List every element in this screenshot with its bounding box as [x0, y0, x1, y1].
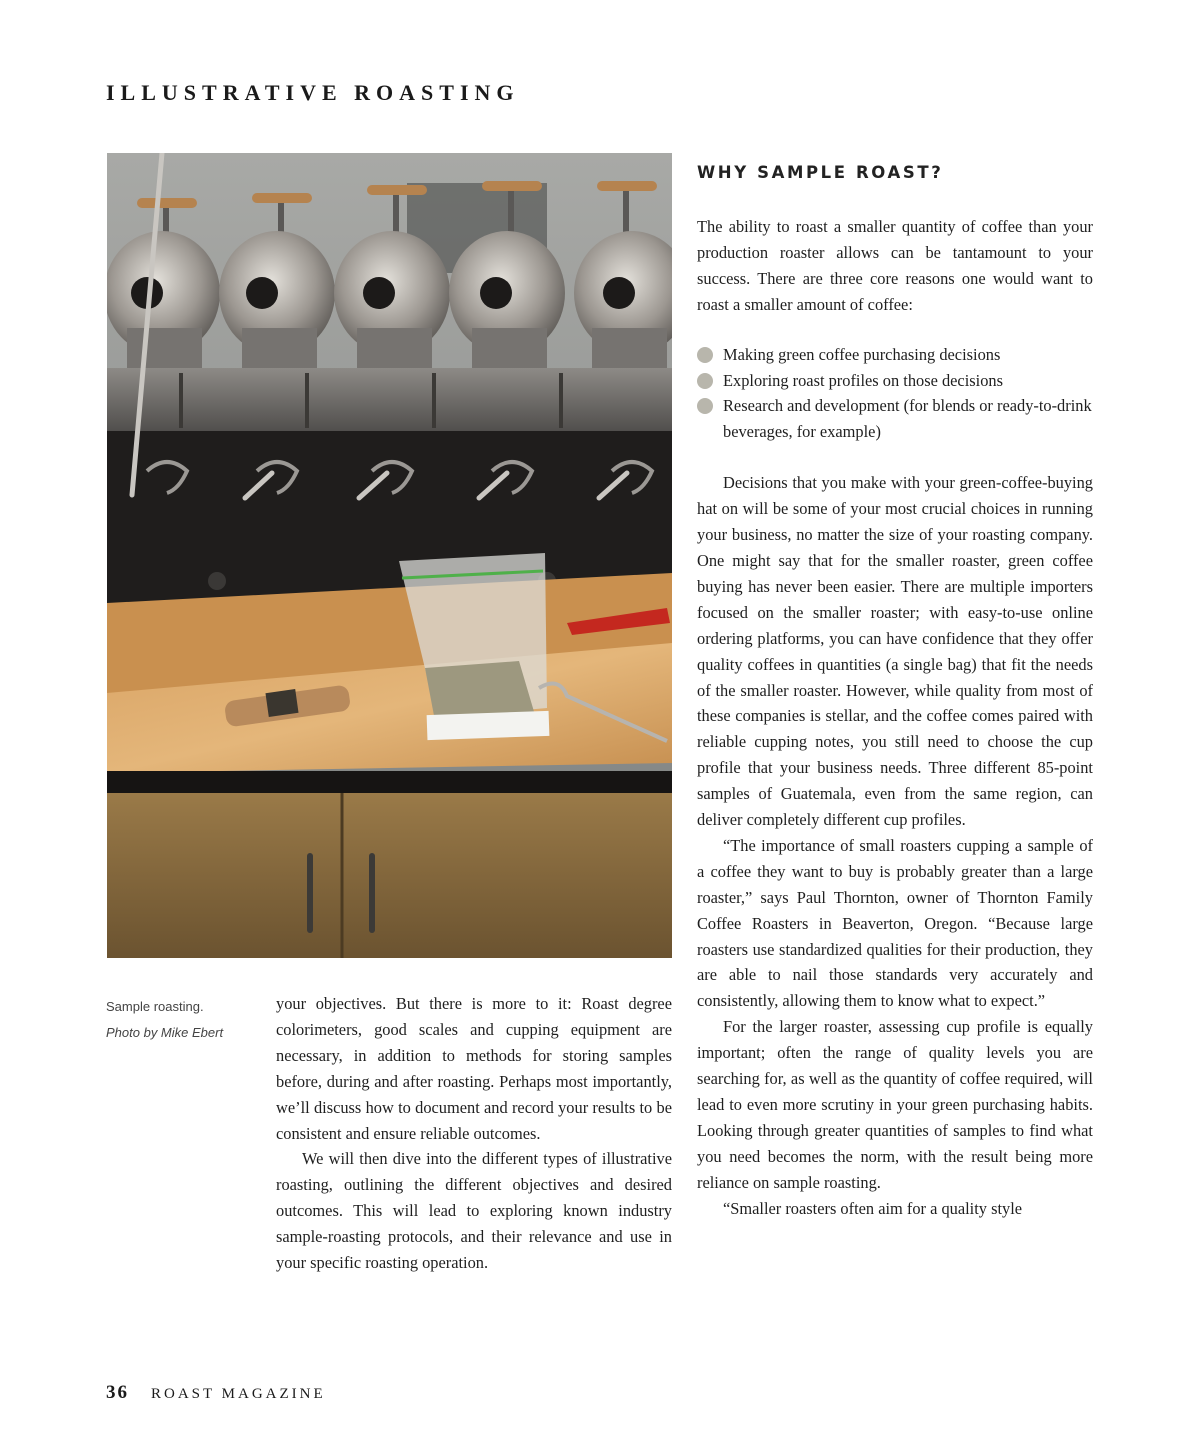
list-item-text: Exploring roast profiles on those decisions — [723, 370, 1003, 390]
body-paragraph: Decisions that you make with your green-coffee-buying hat on will be some of your most crucial choices in running your business, no matter the size of your roasting company. One might say that for the smaller roaster, green coffee buying has never been easier. There are multiple importers focused on the smaller roaster; with easy-to-use online ordering platforms, you can have confidence that they offer quality coffees in quantities (a single bag) that fit the needs of the smaller roaster. However, while quality from most of these companies is stellar, and the coffee comes paired with reliable cupping notes, you still need to choose the cup profile that your business needs. Three different 85-point samples of Guatemala, even from the same region, can deliver completely different cup profiles. — [697, 473, 1093, 830]
body-paragraph: your objectives. But there is more to it: Roast degree colorimeters, good scales and cupping equipment are necessary, in addition to methods for storing samples before, during and after roasting. Perhaps most importantly, we’ll discuss how to document and record your results to be consistent and ensure reliable outcomes. — [276, 994, 672, 1143]
list-item — [697, 368, 1093, 394]
page-footer — [106, 1382, 326, 1404]
right-column — [697, 159, 1093, 1222]
list-item-text: Research and development (for blends or ready-to-drink beverages, for example) — [723, 396, 1092, 442]
magazine-name: ROAST MAGAZINE — [151, 1386, 326, 1402]
sample-roasting-photo — [107, 153, 672, 958]
page-number: 36 — [106, 1382, 129, 1403]
photo-caption — [106, 994, 266, 1046]
list-item-text: Making green coffee purchasing decisions — [723, 344, 1001, 364]
bullet-icon — [697, 398, 713, 414]
bullet-icon — [697, 347, 713, 363]
photo-credit: Photo by Mike Ebert — [106, 1025, 224, 1040]
bullet-icon — [697, 373, 713, 389]
list-item — [697, 393, 1093, 445]
body-paragraph: “Smaller roasters often aim for a quality style — [723, 1198, 1023, 1218]
caption-text: Sample roasting. — [106, 999, 204, 1014]
body-paragraph: For the larger roaster, assessing cup profile is equally important; often the range of quality levels you are searching for, as well as the quantity of coffee required, will lead to even more scrutiny in your green purchasing habits. Looking through greater quantities of samples to find what you need becomes the norm, with the result being more reliance on sample roasting. — [697, 1017, 1093, 1192]
reasons-list — [697, 342, 1093, 446]
section-heading: WHY SAMPLE ROAST? — [697, 163, 944, 182]
section-title: ILLUSTRATIVE ROASTING — [106, 80, 520, 105]
intro-paragraph: The ability to roast a smaller quantity of coffee than your production roaster allows can be tantamount to your success. There are three core reasons one would want to roast a smaller amount of coffee: — [697, 217, 1093, 314]
body-paragraph: “The importance of small roasters cupping a sample of a coffee they want to buy is probably greater than a large roaster,” says Paul Thornton, owner of Thornton Family Coffee Roasters in Beaverton, Oregon. “Because large roasters use standardized qualities for their production, they are able to nail those standards very accurately and consistently, allowing them to know what to expect.” — [697, 835, 1093, 1011]
body-paragraph: We will then dive into the different types of illustrative roasting, outlining the different objectives and desired outcomes. This will lead to exploring known industry sample-roasting protocols, and their relevance and use in your specific roasting operation. — [276, 1149, 672, 1273]
middle-column — [276, 991, 672, 1276]
list-item — [697, 342, 1093, 368]
